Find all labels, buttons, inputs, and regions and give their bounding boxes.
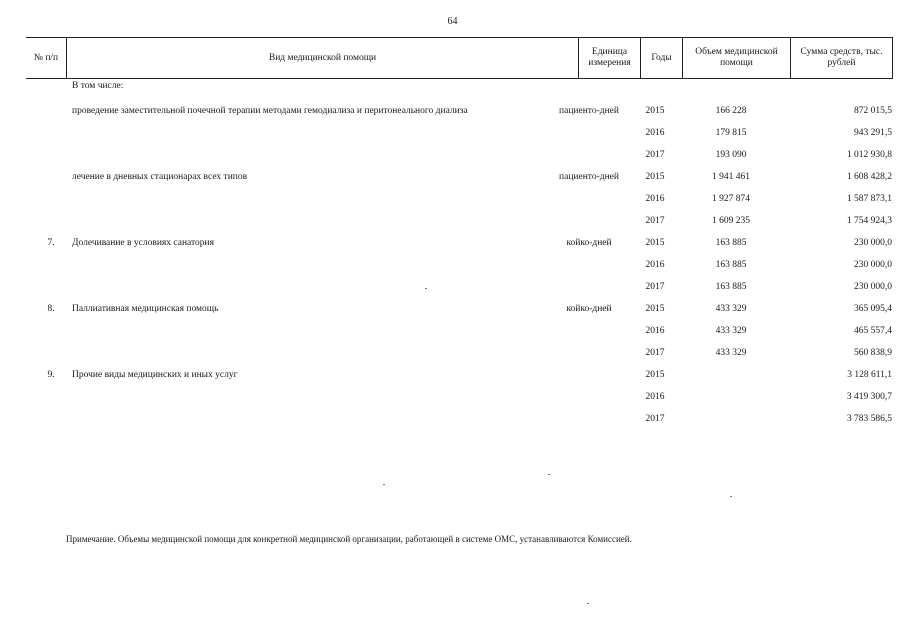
cell-year: 2015 [645, 370, 665, 380]
cell-name: Прочие виды медицинских и иных услуг [72, 370, 238, 380]
cell-unit: пациенто-дней [559, 106, 619, 116]
cell-sum: 1 587 873,1 [846, 194, 892, 204]
scan-speck [548, 474, 550, 475]
scan-speck [425, 288, 427, 289]
cell-year: 2017 [645, 216, 665, 226]
cell-year: 2016 [645, 194, 665, 204]
cell-sum: 3 419 300,7 [846, 392, 892, 402]
cell-year: 2017 [645, 414, 665, 424]
cell-volume: 179 815 [715, 128, 747, 138]
cell-volume: 193 090 [715, 150, 747, 160]
table-row [26, 410, 893, 432]
cell-sum: 365 095,4 [854, 304, 892, 314]
cell-volume: 1 941 461 [712, 172, 750, 182]
cell-year: 2016 [645, 260, 665, 270]
cell-name: Долечивание в условиях санатория [72, 238, 214, 248]
table-row [26, 300, 893, 322]
cell-num: 8. [47, 304, 55, 314]
cell-volume: 163 885 [715, 260, 747, 270]
header-volume: Объем медицинской помощи [682, 38, 790, 78]
table-row [26, 344, 893, 366]
cell-volume: 433 329 [715, 348, 747, 358]
cell-sum: 943 291,5 [854, 128, 892, 138]
cell-name: лечение в дневных стационарах всех типов [72, 172, 248, 182]
scan-speck [383, 484, 385, 485]
table-row [26, 256, 893, 278]
cell-volume: 1 609 235 [712, 216, 750, 226]
cell-volume: 1 927 874 [712, 194, 750, 204]
table-header [26, 37, 893, 79]
cell-year: 2016 [645, 326, 665, 336]
cell-year: 2015 [645, 304, 665, 314]
table-row [26, 124, 893, 146]
footnote: Примечание. Объемы медицинской помощи для конкретной медицинской организации, работающей в системе ОМС, устанавливаются Комиссией. [66, 534, 632, 544]
table-row [26, 102, 893, 124]
cell-sum: 230 000,0 [854, 282, 892, 292]
cell-name: Паллиативная медицинская помощь [72, 304, 219, 314]
cell-sum: 1 754 924,3 [846, 216, 892, 226]
cell-sum: 1 012 930,8 [846, 150, 892, 160]
cell-sum: 1 608 428,2 [846, 172, 892, 182]
table-row [26, 168, 893, 190]
table-row [26, 388, 893, 410]
cell-year: 2017 [645, 348, 665, 358]
scan-speck [587, 603, 589, 604]
cell-sum: 230 000,0 [854, 260, 892, 270]
cell-year: 2016 [645, 392, 665, 402]
cell-sum: 230 000,0 [854, 238, 892, 248]
table-row [26, 366, 893, 388]
cell-year: 2017 [645, 150, 665, 160]
cell-volume: 433 329 [715, 326, 747, 336]
subheader: В том числе: [72, 81, 124, 91]
cell-year: 2015 [645, 238, 665, 248]
cell-sum: 560 838,9 [854, 348, 892, 358]
header-num: № п/п [33, 52, 59, 63]
cell-year: 2016 [645, 128, 665, 138]
cell-volume: 163 885 [715, 238, 747, 248]
cell-sum: 3 128 611,1 [847, 370, 892, 380]
table-row [26, 212, 893, 234]
cell-unit: койко-дней [566, 238, 612, 248]
cell-unit: пациенто-дней [559, 172, 619, 182]
table-row [26, 322, 893, 344]
table-row [26, 234, 893, 256]
table-row [26, 278, 893, 300]
cell-sum: 465 557,4 [854, 326, 892, 336]
cell-year: 2017 [645, 282, 665, 292]
cell-sum: 3 783 586,5 [846, 414, 892, 424]
table-row [26, 146, 893, 168]
header-unit: Единица измерения [578, 38, 640, 78]
table-row [26, 190, 893, 212]
header-type: Вид медицинской помощи [66, 38, 578, 78]
cell-num: 7. [47, 238, 55, 248]
cell-sum: 872 015,5 [854, 106, 892, 116]
header-years: Годы [640, 38, 682, 78]
cell-volume: 433 329 [715, 304, 747, 314]
cell-volume: 166 228 [715, 106, 747, 116]
cell-num: 9. [47, 370, 55, 380]
cell-volume: 163 885 [715, 282, 747, 292]
cell-year: 2015 [645, 106, 665, 116]
page-number: 64 [447, 16, 458, 27]
cell-unit: койко-дней [566, 304, 612, 314]
cell-year: 2015 [645, 172, 665, 182]
cell-name: проведение заместительной почечной терапии методами гемодиализа и перитонеального диализа [72, 106, 468, 116]
header-sum: Сумма средств, тыс. рублей [790, 38, 893, 78]
scan-speck [730, 496, 732, 497]
